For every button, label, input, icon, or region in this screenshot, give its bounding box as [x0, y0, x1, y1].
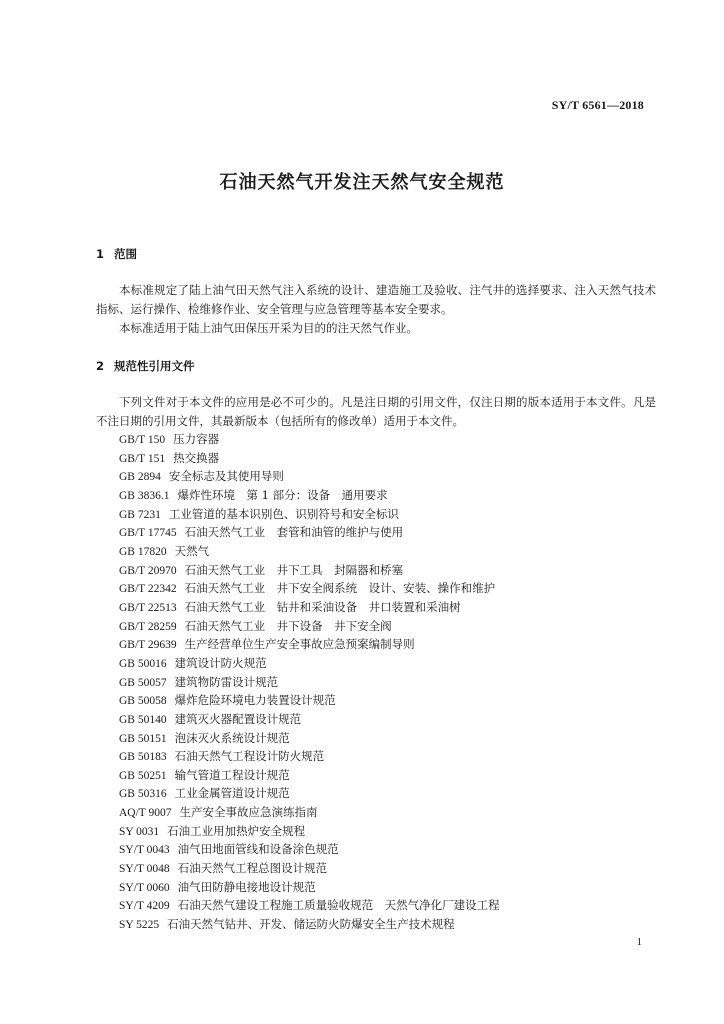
reference-title: 爆炸性环境 第 1 部分：设备 通用要求: [177, 487, 388, 502]
reference-code: GB/T 151: [119, 452, 166, 465]
reference-item: [119, 747, 500, 766]
reference-item: [119, 486, 500, 505]
reference-item: [119, 635, 500, 654]
reference-item: [119, 691, 500, 710]
reference-title: 热交换器: [173, 450, 220, 465]
reference-code: SY/T 0060: [119, 881, 170, 894]
reference-item: [119, 542, 500, 561]
reference-title: 爆炸危险环境电力装置设计规范: [174, 693, 336, 708]
reference-code: GB 50183: [119, 751, 167, 764]
reference-item: [119, 803, 500, 822]
reference-item: [119, 729, 500, 748]
reference-item: [119, 859, 500, 878]
reference-code: GB/T 29639: [119, 639, 177, 652]
reference-title: 压力容器: [173, 432, 220, 446]
reference-code: SY/T 0043: [119, 844, 170, 857]
reference-code: GB 50251: [119, 769, 167, 782]
reference-item: [119, 523, 500, 542]
reference-item: [119, 710, 500, 729]
reference-code: GB/T 28259: [119, 620, 177, 633]
page-number: 1: [636, 936, 642, 948]
reference-item: [119, 449, 500, 468]
reference-title: 工业金属管道设计规范: [174, 786, 290, 801]
reference-code: AQ/T 9007: [119, 807, 172, 820]
reference-item: [119, 617, 500, 636]
reference-title: 石油天然气建设工程施工质量验收规范 天然气净化厂建设工程: [177, 898, 500, 913]
reference-title: 泡沫灭火系统设计规范: [174, 730, 290, 745]
reference-title: 石油天然气钻井、开发、储运防火防爆安全生产技术规程: [167, 917, 455, 932]
reference-title: 建筑物防雷设计规范: [174, 674, 279, 689]
reference-item: [119, 561, 500, 580]
section-title: 范围: [114, 247, 137, 261]
reference-item: [119, 467, 500, 486]
reference-title: 油气田防静电接地设计规范: [177, 879, 316, 894]
reference-title: 生产经营单位生产安全事故应急预案编制导则: [184, 637, 415, 652]
reference-title: 输气管道工程设计规范: [174, 767, 290, 782]
section-heading-scope: [96, 246, 137, 262]
reference-title: 油气田地面管线和设备涂色规范: [177, 842, 339, 857]
reference-item: [119, 766, 500, 785]
reference-title: 石油天然气工程总图设计规范: [177, 861, 328, 876]
reference-code: GB 2894: [119, 471, 161, 484]
reference-list: [119, 430, 500, 934]
section-heading-normative-references: [96, 358, 195, 374]
section-number: 1: [96, 247, 105, 261]
reference-code: GB 50057: [119, 676, 167, 689]
reference-title: 石油天然气工业 钻井和采油设备 井口装置和采油树: [184, 599, 461, 614]
reference-item: [119, 673, 500, 692]
reference-code: SY/T 4209: [119, 900, 170, 913]
reference-code: GB/T 22342: [119, 583, 177, 596]
reference-code: GB 50016: [119, 657, 167, 670]
reference-title: 生产安全事故应急演练指南: [179, 805, 318, 820]
reference-code: SY 0031: [119, 825, 160, 838]
reference-title: 石油工业用加热炉安全规程: [167, 823, 306, 838]
reference-item: [119, 822, 500, 841]
paragraph: 下列文件对于本文件的应用是必不可少的。凡是注日期的引用文件，仅注日期的版本适用于本文件。凡是不注日期的引用文件，其最新版本（包括所有的修改单）适用于本文件。: [96, 395, 656, 428]
reference-code: GB/T 20970: [119, 564, 177, 577]
reference-code: SY/T 0048: [119, 863, 170, 876]
reference-item: [119, 505, 500, 524]
reference-code: GB/T 150: [119, 434, 166, 446]
reference-item: [119, 579, 500, 598]
reference-code: GB 7231: [119, 508, 161, 521]
paragraph: 本标准规定了陆上油气田天然气注入系统的设计、建造施工及验收、注气井的选择要求、注入天然气技术指标、运行操作、检维修作业、安全管理与应急管理等基本安全要求。: [96, 283, 656, 316]
reference-item: [119, 654, 500, 673]
reference-title: 石油天然气工业 套管和油管的维护与使用: [184, 525, 404, 540]
section-title: 规范性引用文件: [114, 359, 195, 373]
section-number: 2: [96, 359, 105, 373]
document-title: 石油天然气开发注天然气安全规范: [219, 172, 505, 193]
reference-code: GB 50316: [119, 788, 167, 801]
reference-item: [119, 878, 500, 897]
reference-title: 建筑灭火器配置设计规范: [174, 711, 302, 726]
reference-title: 建筑设计防火规范: [174, 655, 267, 670]
reference-code: GB/T 22513: [119, 601, 177, 614]
reference-item: [119, 896, 500, 915]
reference-title: 工业管道的基本识别色、识别符号和安全标识: [168, 506, 399, 521]
reference-code: GB 50140: [119, 713, 167, 726]
standard-code: SY/T 6561—2018: [551, 98, 644, 112]
reference-title: 石油天然气工程设计防火规范: [174, 749, 325, 764]
reference-item: [119, 915, 500, 934]
reference-code: GB 3836.1: [119, 489, 170, 502]
reference-title: 石油天然气工业 井下安全阀系统 设计、安装、操作和维护: [184, 581, 496, 596]
reference-code: GB 17820: [119, 545, 167, 558]
reference-title: 安全标志及其使用导则: [168, 469, 284, 484]
reference-item: [119, 598, 500, 617]
reference-item: [119, 430, 500, 449]
reference-title: 天然气: [174, 543, 210, 558]
reference-item: [119, 784, 500, 803]
reference-code: SY 5225: [119, 919, 160, 932]
reference-code: GB 50058: [119, 695, 167, 708]
paragraph: 本标准适用于陆上油气田保压开采为目的的注天然气作业。: [119, 321, 418, 335]
reference-code: GB/T 17745: [119, 527, 177, 540]
reference-title: 石油天然气工业 井下工具 封隔器和桥塞: [184, 562, 404, 577]
reference-code: GB 50151: [119, 732, 167, 745]
reference-item: [119, 840, 500, 859]
reference-title: 石油天然气工业 井下设备 井下安全阀: [184, 618, 392, 633]
